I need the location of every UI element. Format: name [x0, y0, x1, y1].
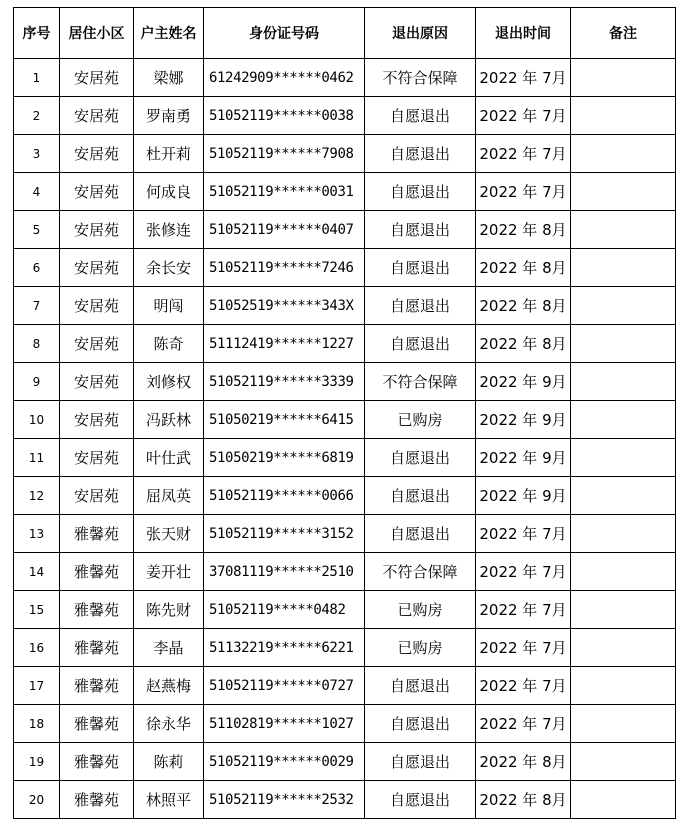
cell-reason: 不符合保障	[365, 553, 476, 591]
table-body	[14, 59, 676, 819]
table-row	[14, 439, 676, 477]
cell-remark	[571, 705, 676, 743]
cell-exit-time: 2022 年 7月	[476, 135, 571, 173]
cell-id-number: 51052119******0727	[204, 667, 365, 705]
cell-id-number: 61242909******0462	[204, 59, 365, 97]
cell-householder: 余长安	[134, 249, 204, 287]
cell-remark	[571, 781, 676, 819]
cell-exit-time: 2022 年 7月	[476, 705, 571, 743]
table-row	[14, 363, 676, 401]
cell-no: 15	[14, 591, 60, 629]
table-row	[14, 249, 676, 287]
cell-community: 雅馨苑	[60, 781, 134, 819]
cell-no: 20	[14, 781, 60, 819]
cell-reason: 自愿退出	[365, 705, 476, 743]
table-row	[14, 97, 676, 135]
col-header-id-number: 身份证号码	[204, 8, 365, 59]
table-row	[14, 781, 676, 819]
cell-exit-time: 2022 年 9月	[476, 363, 571, 401]
cell-householder: 冯跃林	[134, 401, 204, 439]
cell-id-number: 51050219******6819	[204, 439, 365, 477]
table-row	[14, 705, 676, 743]
cell-exit-time: 2022 年 7月	[476, 553, 571, 591]
cell-remark	[571, 515, 676, 553]
cell-reason: 自愿退出	[365, 249, 476, 287]
cell-no: 16	[14, 629, 60, 667]
cell-reason: 自愿退出	[365, 211, 476, 249]
cell-exit-time: 2022 年 8月	[476, 325, 571, 363]
cell-no: 9	[14, 363, 60, 401]
cell-reason: 已购房	[365, 591, 476, 629]
cell-remark	[571, 363, 676, 401]
cell-reason: 已购房	[365, 629, 476, 667]
cell-householder: 罗南勇	[134, 97, 204, 135]
cell-no: 17	[14, 667, 60, 705]
exit-roster-table	[13, 7, 676, 819]
cell-reason: 自愿退出	[365, 515, 476, 553]
cell-householder: 刘修权	[134, 363, 204, 401]
cell-remark	[571, 287, 676, 325]
cell-remark	[571, 743, 676, 781]
table-header	[14, 8, 676, 59]
cell-householder: 屈凤英	[134, 477, 204, 515]
cell-no: 2	[14, 97, 60, 135]
cell-reason: 已购房	[365, 401, 476, 439]
cell-community: 安居苑	[60, 211, 134, 249]
cell-id-number: 51102819******1027	[204, 705, 365, 743]
cell-reason: 自愿退出	[365, 781, 476, 819]
cell-no: 10	[14, 401, 60, 439]
cell-exit-time: 2022 年 7月	[476, 97, 571, 135]
cell-remark	[571, 249, 676, 287]
cell-exit-time: 2022 年 7月	[476, 667, 571, 705]
cell-remark	[571, 135, 676, 173]
cell-remark	[571, 325, 676, 363]
cell-exit-time: 2022 年 8月	[476, 249, 571, 287]
cell-id-number: 51052119******0066	[204, 477, 365, 515]
cell-community: 安居苑	[60, 363, 134, 401]
table-row	[14, 667, 676, 705]
table-row	[14, 325, 676, 363]
cell-remark	[571, 59, 676, 97]
cell-community: 雅馨苑	[60, 705, 134, 743]
cell-exit-time: 2022 年 7月	[476, 591, 571, 629]
cell-householder: 何成良	[134, 173, 204, 211]
cell-id-number: 51050219******6415	[204, 401, 365, 439]
cell-reason: 自愿退出	[365, 97, 476, 135]
cell-householder: 张天财	[134, 515, 204, 553]
table-row	[14, 287, 676, 325]
cell-community: 雅馨苑	[60, 591, 134, 629]
col-header-remarks: 备注	[571, 8, 676, 59]
cell-community: 雅馨苑	[60, 553, 134, 591]
cell-reason: 自愿退出	[365, 325, 476, 363]
cell-exit-time: 2022 年 7月	[476, 173, 571, 211]
cell-no: 19	[14, 743, 60, 781]
table-row	[14, 553, 676, 591]
table-row	[14, 135, 676, 173]
cell-reason: 不符合保障	[365, 363, 476, 401]
cell-householder: 梁娜	[134, 59, 204, 97]
cell-householder: 明闯	[134, 287, 204, 325]
cell-exit-time: 2022 年 8月	[476, 743, 571, 781]
cell-remark	[571, 211, 676, 249]
cell-householder: 陈莉	[134, 743, 204, 781]
cell-exit-time: 2022 年 8月	[476, 781, 571, 819]
cell-no: 7	[14, 287, 60, 325]
cell-id-number: 51052119******2532	[204, 781, 365, 819]
cell-no: 6	[14, 249, 60, 287]
cell-exit-time: 2022 年 7月	[476, 59, 571, 97]
cell-exit-time: 2022 年 9月	[476, 477, 571, 515]
cell-no: 14	[14, 553, 60, 591]
cell-no: 4	[14, 173, 60, 211]
cell-reason: 不符合保障	[365, 59, 476, 97]
cell-reason: 自愿退出	[365, 173, 476, 211]
cell-exit-time: 2022 年 8月	[476, 211, 571, 249]
cell-reason: 自愿退出	[365, 667, 476, 705]
cell-remark	[571, 553, 676, 591]
cell-id-number: 51052119******7246	[204, 249, 365, 287]
cell-remark	[571, 629, 676, 667]
cell-community: 安居苑	[60, 325, 134, 363]
cell-community: 安居苑	[60, 287, 134, 325]
cell-community: 安居苑	[60, 477, 134, 515]
cell-reason: 自愿退出	[365, 477, 476, 515]
cell-id-number: 51052119******0038	[204, 97, 365, 135]
cell-no: 18	[14, 705, 60, 743]
cell-no: 12	[14, 477, 60, 515]
table-row	[14, 743, 676, 781]
cell-id-number: 51112419******1227	[204, 325, 365, 363]
cell-id-number: 37081119******2510	[204, 553, 365, 591]
cell-exit-time: 2022 年 9月	[476, 439, 571, 477]
cell-remark	[571, 477, 676, 515]
table-row	[14, 59, 676, 97]
cell-householder: 张修连	[134, 211, 204, 249]
cell-no: 8	[14, 325, 60, 363]
col-header-exit-time: 退出时间	[476, 8, 571, 59]
cell-reason: 自愿退出	[365, 135, 476, 173]
cell-community: 安居苑	[60, 135, 134, 173]
cell-householder: 姜开壮	[134, 553, 204, 591]
cell-exit-time: 2022 年 8月	[476, 287, 571, 325]
cell-community: 雅馨苑	[60, 515, 134, 553]
cell-community: 安居苑	[60, 249, 134, 287]
cell-id-number: 51052119******0029	[204, 743, 365, 781]
cell-community: 雅馨苑	[60, 667, 134, 705]
cell-exit-time: 2022 年 7月	[476, 629, 571, 667]
cell-id-number: 51052119*****0482	[204, 591, 365, 629]
table-row	[14, 477, 676, 515]
cell-remark	[571, 401, 676, 439]
table-row	[14, 591, 676, 629]
cell-reason: 自愿退出	[365, 287, 476, 325]
header-row	[14, 8, 676, 59]
cell-householder: 赵燕梅	[134, 667, 204, 705]
cell-householder: 叶仕武	[134, 439, 204, 477]
cell-id-number: 51052119******0407	[204, 211, 365, 249]
cell-no: 13	[14, 515, 60, 553]
table-row	[14, 515, 676, 553]
cell-remark	[571, 97, 676, 135]
col-header-no: 序号	[14, 8, 60, 59]
cell-householder: 徐永华	[134, 705, 204, 743]
cell-id-number: 51052119******7908	[204, 135, 365, 173]
cell-remark	[571, 173, 676, 211]
col-header-reason: 退出原因	[365, 8, 476, 59]
cell-id-number: 51052119******3152	[204, 515, 365, 553]
cell-community: 安居苑	[60, 59, 134, 97]
cell-householder: 李晶	[134, 629, 204, 667]
cell-id-number: 51052119******0031	[204, 173, 365, 211]
cell-community: 安居苑	[60, 439, 134, 477]
cell-remark	[571, 667, 676, 705]
cell-householder: 陈先财	[134, 591, 204, 629]
cell-community: 雅馨苑	[60, 629, 134, 667]
cell-id-number: 51052119******3339	[204, 363, 365, 401]
cell-no: 5	[14, 211, 60, 249]
table-row	[14, 401, 676, 439]
cell-exit-time: 2022 年 7月	[476, 515, 571, 553]
cell-reason: 自愿退出	[365, 439, 476, 477]
cell-id-number: 51052519******343X	[204, 287, 365, 325]
cell-id-number: 51132219******6221	[204, 629, 365, 667]
cell-community: 安居苑	[60, 97, 134, 135]
cell-householder: 陈奇	[134, 325, 204, 363]
cell-remark	[571, 591, 676, 629]
cell-community: 安居苑	[60, 401, 134, 439]
cell-exit-time: 2022 年 9月	[476, 401, 571, 439]
cell-no: 3	[14, 135, 60, 173]
table-row	[14, 211, 676, 249]
col-header-householder: 户主姓名	[134, 8, 204, 59]
col-header-community: 居住小区	[60, 8, 134, 59]
cell-no: 11	[14, 439, 60, 477]
cell-no: 1	[14, 59, 60, 97]
cell-community: 安居苑	[60, 173, 134, 211]
table-row	[14, 629, 676, 667]
cell-remark	[571, 439, 676, 477]
table-row	[14, 173, 676, 211]
cell-householder: 杜开莉	[134, 135, 204, 173]
cell-community: 雅馨苑	[60, 743, 134, 781]
cell-householder: 林照平	[134, 781, 204, 819]
cell-reason: 自愿退出	[365, 743, 476, 781]
